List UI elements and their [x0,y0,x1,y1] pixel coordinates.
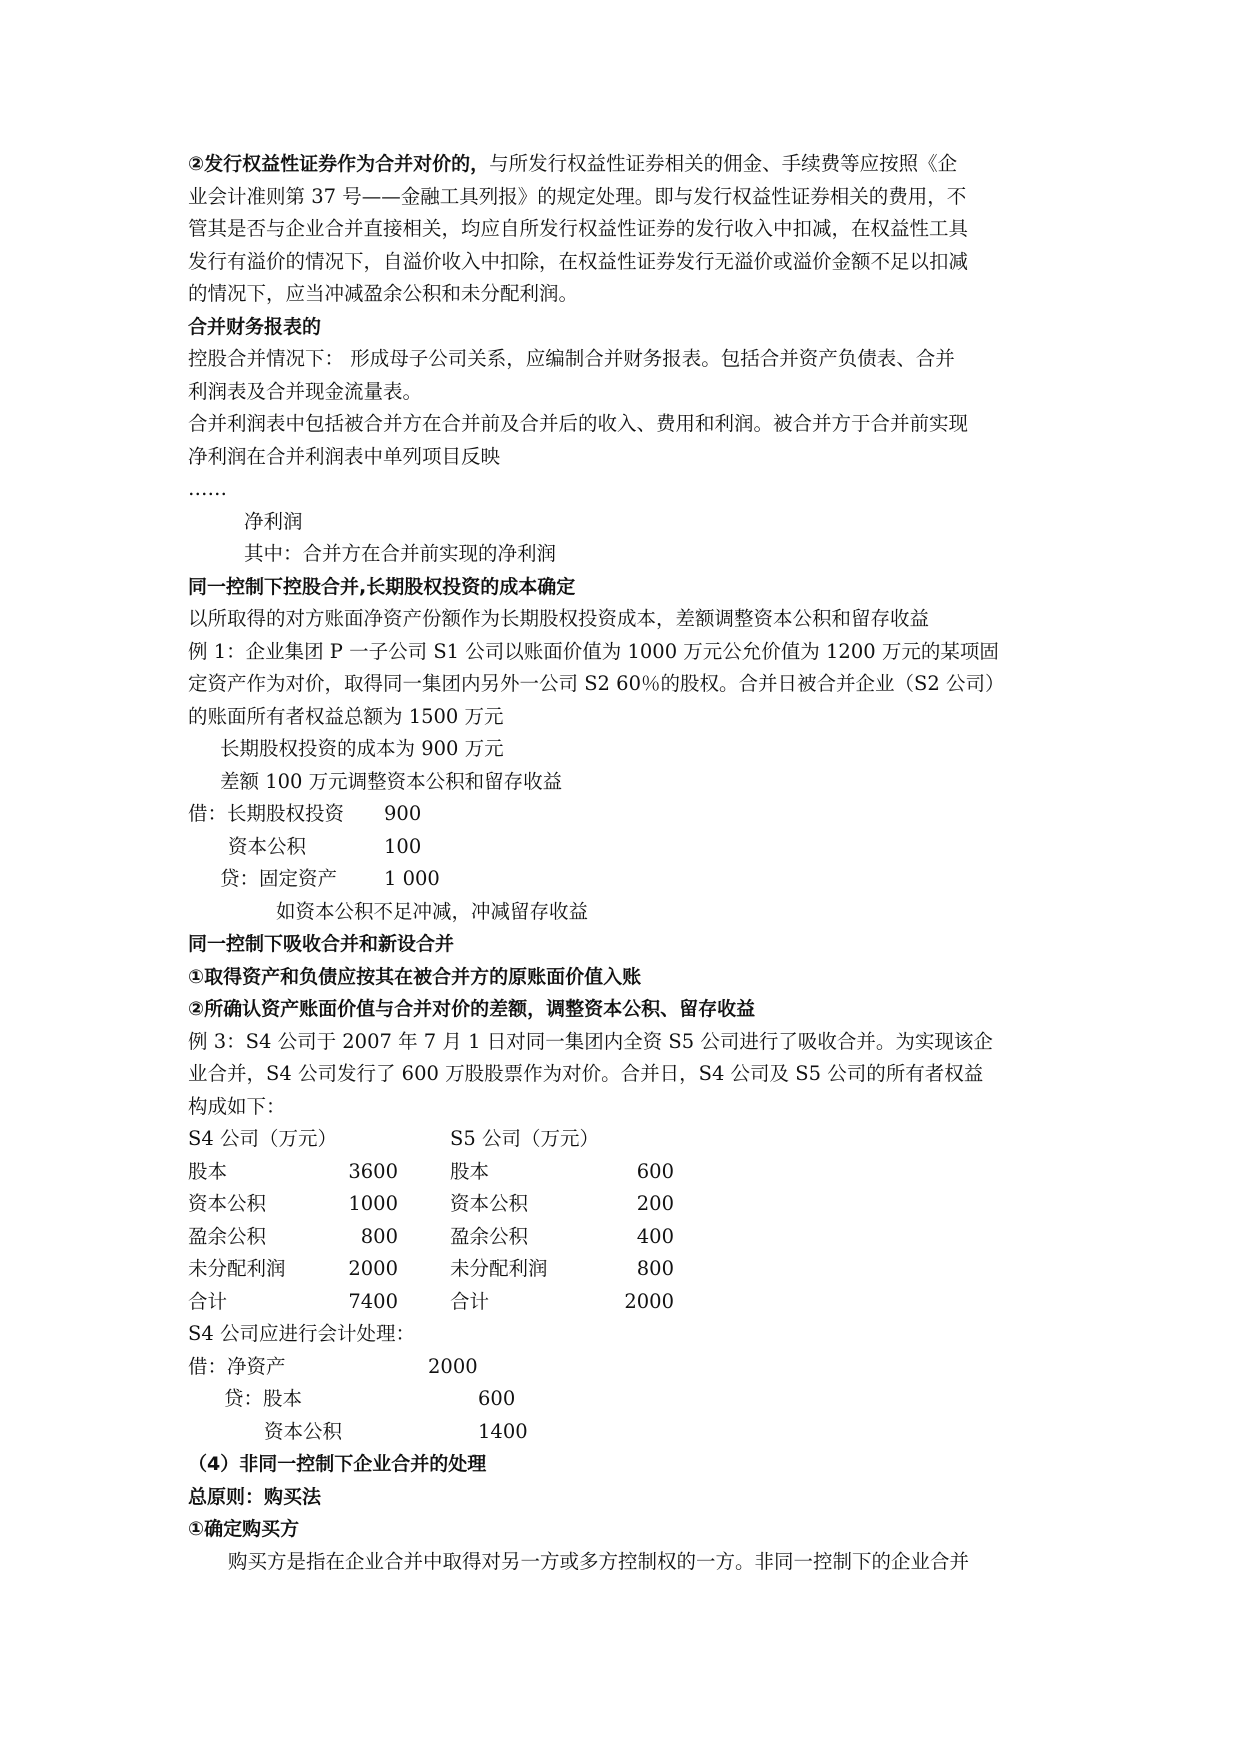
table-row [188,1253,1068,1286]
indented-line: 长期股权投资的成本为 900 万元 [220,737,504,760]
paragraph-line: 定资产作为对价，取得同一集团内另外一公司 S2 60％的股权。合并日被合并企业（S2 公司） [188,672,1005,695]
paragraph-text: 与所发行权益性证券相关的佣金、手续费等应按照《企 [489,152,958,175]
section-heading: ①取得资产和负债应按其在被合并方的原账面价值入账 [188,965,642,988]
table-cell: 7400 [348,1289,398,1313]
journal-entry-row [188,831,1068,864]
paragraph-line: 构成如下： [188,1094,286,1118]
paragraph-line: 业合并，S4 公司发行了 600 万股股票作为对价。合并日，S4 公司及 S5 公司的所有者权益 [188,1062,984,1085]
table-cell: 盈余公积 [450,1224,529,1248]
paragraph-line [188,148,1068,181]
bold-lead: ②发行权益性证券作为合并对价的， [188,153,490,175]
paragraph-line: 发行有溢价的情况下，自溢价收入中扣除，在权益性证券发行无溢价或溢价金额不足以扣减 [188,249,969,273]
section-heading: （4）非同一控制下企业合并的处理 [188,1453,487,1475]
table-row [188,1221,1068,1254]
table-row [188,1156,1068,1189]
paragraph-line: 例 1：企业集团 P 一子公司 S1 公司以账面价值为 1000 万元公允价值为 1200 万元的某项固 [188,639,999,663]
journal-account: 借：长期股权投资 [188,802,345,825]
journal-account: 借：净资产 [188,1354,286,1378]
table-cell: 3600 [348,1159,398,1183]
table-cell: 合计 [450,1289,490,1313]
section-heading: 同一控制下控股合并,长期股权投资的成本确定 [188,575,576,598]
journal-account: 资本公积 [264,1419,343,1443]
indented-line: 差额 100 万元调整资本公积和留存收益 [220,769,563,793]
section-heading: 合并财务报表的 [188,315,322,338]
table-row [188,1188,1068,1221]
paragraph-line: 例 3：S4 公司于 2007 年 7 月 1 日对同一集团内全资 S5 公司进行了吸收合并。为实现该企 [188,1029,993,1053]
journal-amount: 1400 [478,1419,528,1443]
journal-amount: 2000 [428,1354,478,1378]
paragraph-line: 的情况下，应当冲减盈余公积和未分配利润。 [188,282,579,305]
paragraph-line: 以所取得的对方账面净资产份额作为长期股权投资成本，差额调整资本公积和留存收益 [188,607,930,630]
journal-amount: 600 [478,1387,516,1410]
section-heading: ①确定购买方 [188,1518,300,1540]
journal-entry-row [188,1383,1068,1416]
table-cell: 200 [636,1192,674,1215]
indented-line: 净利润 [244,509,303,533]
table-cell: 股本 [188,1159,228,1183]
table-cell: 800 [360,1224,398,1248]
table-cell: 资本公积 [188,1192,267,1215]
table-cell: 2000 [348,1257,398,1280]
table-cell: 盈余公积 [188,1224,267,1248]
indented-line: 其中：合并方在合并前实现的净利润 [244,542,557,565]
section-heading: 总原则：购买法 [188,1485,322,1508]
section-heading: 同一控制下吸收合并和新设合并 [188,933,455,955]
paragraph-line: 管其是否与企业合并直接相关，均应自所发行权益性证券的发行收入中扣减，在权益性工具 [188,217,969,240]
table-cell: 未分配利润 [188,1257,286,1280]
paragraph-line: 购买方是指在企业合并中取得对另一方或多方控制权的一方。非同一控制下的企业合并 [228,1549,970,1573]
table-heading-s4: S4 公司（万元） [188,1127,337,1150]
paragraph-line: 业会计准则第 37 号——金融工具列报》的规定处理。即与发行权益性证券相关的费用，不 [188,184,967,208]
paragraph-line: 的账面所有者权益总额为 1500 万元 [188,704,504,728]
equity-table [188,1156,1068,1319]
table-row [188,1286,1068,1319]
table-cell: 2000 [624,1289,674,1313]
journal-account: 资本公积 [228,834,307,858]
table-cell: 未分配利润 [450,1257,548,1280]
table-heading-s5: S5 公司（万元） [450,1127,599,1150]
journal-entry-row [188,1416,1068,1449]
section-heading: ②所确认资产账面价值与合并对价的差额，调整资本公积、留存收益 [188,998,756,1020]
journal-amount: 100 [384,834,422,858]
journal-amount: 900 [384,802,422,825]
table-cell: 合计 [188,1289,228,1313]
journal-entry-row [188,863,1068,896]
table-cell: 股本 [450,1159,490,1183]
table-cell: 600 [636,1159,674,1183]
journal-account: 贷：固定资产 [220,867,338,890]
indented-note: 如资本公积不足冲减，冲减留存收益 [276,899,589,923]
journal-account: 贷：股本 [224,1387,303,1410]
paragraph-line: 利润表及合并现金流量表。 [188,379,423,403]
document-page [188,148,1068,1578]
paragraph-line: S4 公司应进行会计处理： [188,1322,415,1345]
ellipsis-line: …… [188,477,227,500]
journal-entry-row [188,1351,1068,1384]
table-cell: 800 [636,1257,674,1280]
equity-table-header [188,1123,1068,1156]
paragraph-line: 合并利润表中包括被合并方在合并前及合并后的收入、费用和利润。被合并方于合并前实现 [188,412,969,435]
table-cell: 400 [636,1224,674,1248]
journal-amount: 1 000 [384,867,440,890]
journal-entry-row [188,798,1068,831]
paragraph-line: 净利润在合并利润表中单列项目反映 [188,444,501,468]
table-cell: 资本公积 [450,1192,529,1215]
table-cell: 1000 [348,1192,398,1215]
paragraph-line: 控股合并情况下： 形成母子公司关系，应编制合并财务报表。包括合并资产负债表、合并 [188,347,955,370]
